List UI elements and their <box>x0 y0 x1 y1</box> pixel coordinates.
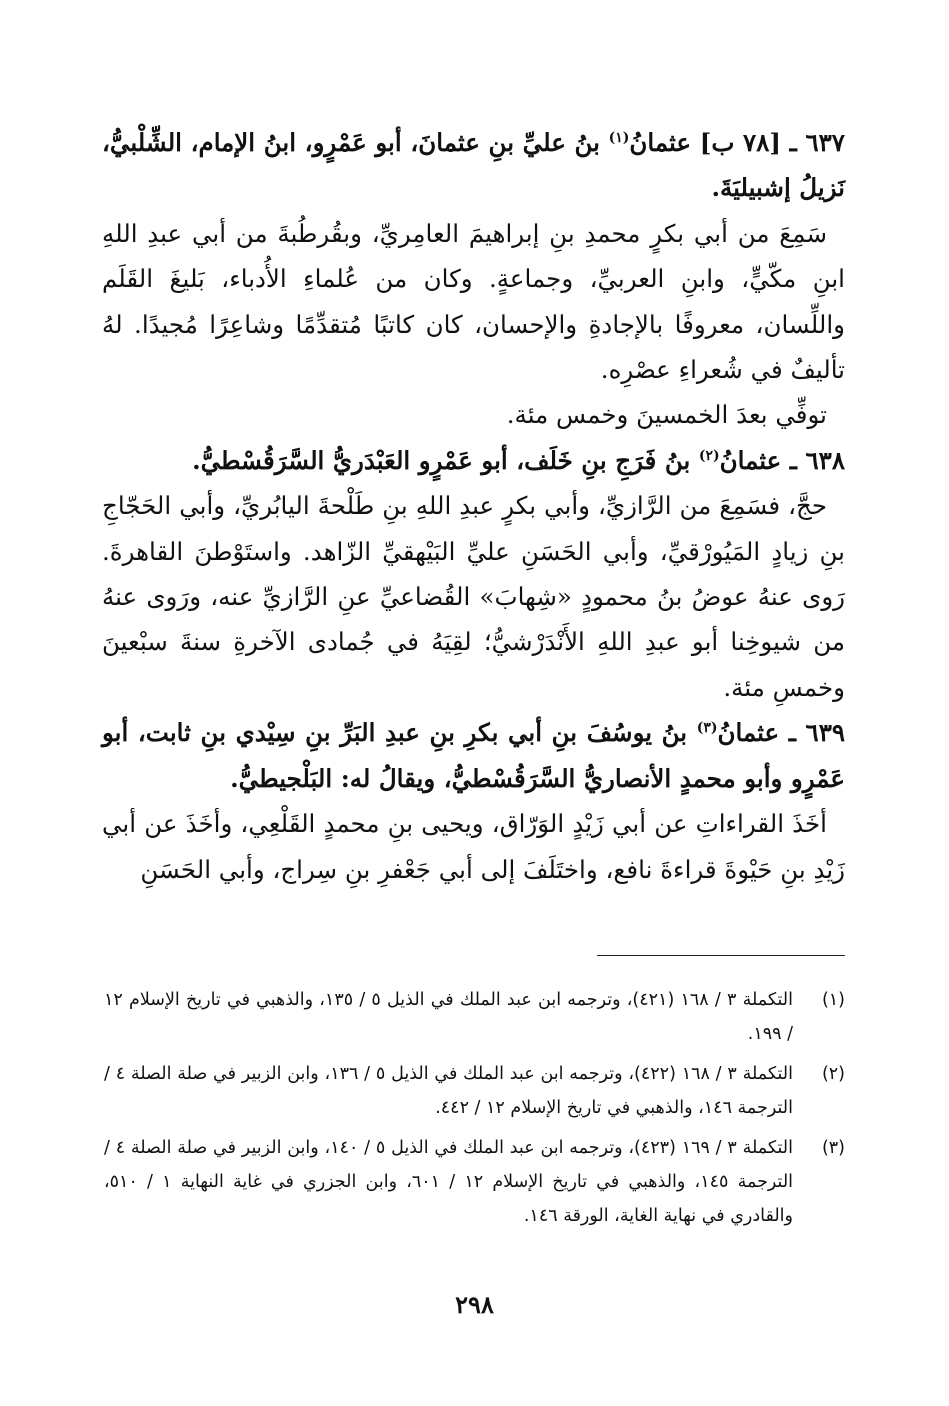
footnote-text: التكملة ٣ / ١٦٨ (٤٢٢)، وترجمه ابن عبد الملك في الذيل ٥ / ١٣٦، وابن الزبير في صلة الصلة ٤ / الترجمة ١٤٦، والذهبي في تاريخ الإسلام ١٢ / ٤٤٢. <box>104 1064 794 1118</box>
entry-paragraph: أخَذَ القراءاتِ عن أبي زَيْدٍ الوَرّاق، ويحيى بنِ محمدٍ القَلْعِي، وأخَذَ عن أبي زَيْدِ بنِ حَيْوةَ قراءةَ نافع، واختَلَفَ إلى أبي جَعْفرِ بنِ سِراج، وأبي الحَسَنِ <box>102 809 845 884</box>
footnote-ref-2[interactable]: (٢) <box>698 447 720 464</box>
entry-heading-start: ٦٣٩ ـ عثمانُ <box>717 718 846 748</box>
entry-heading-639 <box>102 710 845 801</box>
entry-heading-start: ٦٣٧ ـ [٧٨ ب] عثمانُ <box>629 128 845 157</box>
entry-heading-rest: بنُ يوسُفَ بنِ أبي بكرِ بنِ عبدِ البَرِّ بنِ سِيْدي بنِ ثابت، أبو عَمْرٍو وأبو محمدٍ الأنصاريُّ السَّرَقُسْطيُّ، ويقالُ له: البَلْجيطيُّ. <box>102 718 845 793</box>
footnote-ref-1[interactable]: (١) <box>608 130 630 146</box>
entry-heading-start: ٦٣٨ ـ عثمانُ <box>719 445 845 475</box>
footnote-1 <box>104 983 845 1051</box>
entry-paragraph: حجَّ، فسَمِعَ من الرَّازيِّ، وأبي بكرٍ عبدِ اللهِ بنِ طَلْحةَ اليابُريِّ، وأبي الحَجّاجِ بنِ زيادٍ المَيُورْقيِّ، وأبي الحَسَنِ عليِّ البَيْهقيِّ الزّاهد. واستَوْطنَ القاهرةَ. رَوى عنهُ عوضُ بنُ محمودٍ «شِهابَ» القُضاعيِّ عنِ الرَّازيِّ عنه، ورَوى عنهُ من شيوخِنا أبو عبدِ اللهِ الأَنْدَرْشيُّ؛ لقِيَهُ في جُمادى الآخرةِ سنةَ سبْعينَ وخمسِ مئة. <box>102 491 845 702</box>
footnote-text: التكملة ٣ / ١٦٨ (٤٢١)، وترجمه ابن عبد الملك في الذيل ٥ / ١٣٥، والذهبي في تاريخ الإسلام ١٢ / ١٩٩. <box>104 990 794 1044</box>
footnote-text: التكملة ٣ / ١٦٩ (٤٢٣)، وترجمه ابن عبد الملك في الذيل ٥ / ١٤٠، وابن الزبير في صلة الصلة ٤ / الترجمة ١٤٥، والذهبي في تاريخ الإسلام ١٢ / ٦٠١، وابن الجزري في غاية النهاية ١ / ٥١٠، والقادري في نهاية الغاية، الورقة ١٤٦. <box>104 1138 794 1226</box>
entry-paragraph: سَمِعَ من أبي بكرٍ محمدِ بنِ إبراهيمَ العامِريِّ، وبقُرطُبةَ من أبي عبدِ اللهِ ابنِ مكّيٍّ، وابنِ العربيِّ، وجماعةٍ. وكان من عُلماءِ الأُدباء، بَليغَ القَلَم واللِّسان، معروفًا بالإجادةِ والإحسان، كان كاتبًا مُتقدِّمًا وشاعِرًا مُجيدًا. لهُ تأليفٌ في شُعراءِ عصْرِه. <box>102 218 845 385</box>
footnote-ref-3[interactable]: (٣) <box>696 720 718 737</box>
entry-heading-638 <box>102 438 845 483</box>
footnote-number: (١) <box>821 990 845 1010</box>
page-number: ٢٩٨ <box>455 1290 494 1319</box>
footnotes <box>104 983 845 1239</box>
footnote-2 <box>104 1057 845 1125</box>
main-text <box>102 120 845 892</box>
footnote-number: (٣) <box>821 1138 845 1158</box>
footnote-3 <box>104 1131 845 1233</box>
entry-paragraph: توفِّي بعدَ الخمسينَ وخمس مئة. <box>506 400 827 430</box>
footnote-number: (٢) <box>821 1064 845 1084</box>
footnote-divider <box>597 955 845 956</box>
entry-heading-637 <box>102 120 845 211</box>
entry-heading-rest: بنُ عليِّ بنِ عثمانَ، أبو عَمْرٍو، ابنُ الإمام، الشِّلْبيُّ، نَزيلُ إشبيليَةَ. <box>102 128 845 203</box>
entry-heading-rest: بنُ فَرَجِ بنِ خَلَف، أبو عَمْرٍو العَبْدَريُّ السَّرَقُسْطيُّ. <box>192 445 699 475</box>
